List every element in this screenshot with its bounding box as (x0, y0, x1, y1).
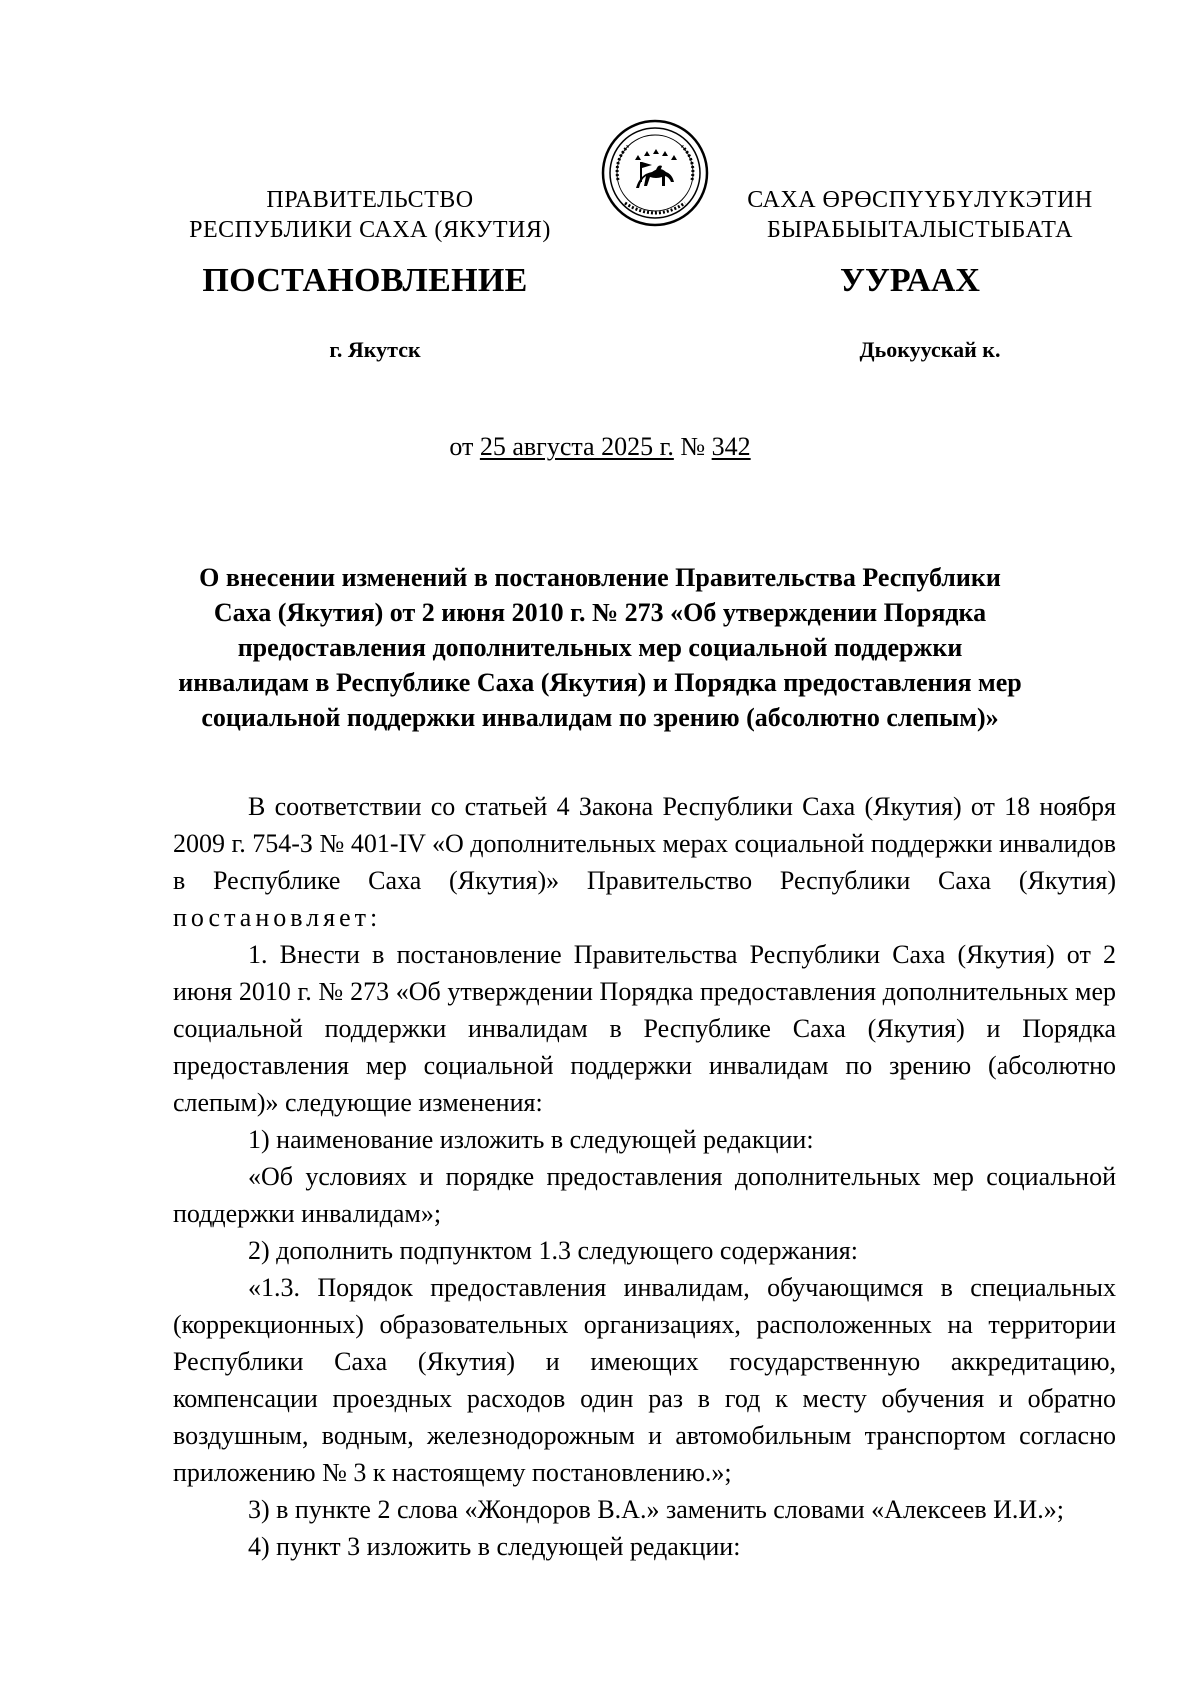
item-3: 3) в пункте 2 слова «Жондоров В.А.» заменить словами «Алексеев И.И.»; (248, 1495, 1064, 1524)
item-1-text: «Об условиях и порядке предоставления дополнительных мер социальной поддержки инвалидам»; (173, 1162, 1116, 1228)
decree-word: постановляет: (173, 903, 382, 932)
item-2-text: «1.3. Порядок предоставления инвалидам, обучающимся в специальных (коррекционных) образовательных организациях, расположенных на территории Республики Саха (Якутия) и имеющих государственную аккредитацию, компенсации проездных расходов один раз в год к месту обучения и обратно воздушным, водным, железнодорожным и автомобильным транспортом согласно приложению № 3 к настоящему постановлению.»; (173, 1273, 1116, 1487)
item-1: 1) наименование изложить в следующей редакции: (248, 1125, 814, 1154)
doc-type-title-sah: УУРААХ (840, 262, 980, 299)
header-right (720, 185, 1120, 245)
paragraph-1: 1. Внести в постановление Правительства Республики Саха (Якутия) от 2 июня 2010 г. № 273 «Об утверждении Порядка предоставления дополнительных мер социальной поддержки инвалидам в Республике Саха (Якутия) и Порядка предоставления мер социальной поддержки инвалидам по зрению (абсолютно слепым)» следующие изменения: (173, 940, 1116, 1117)
header-left (160, 185, 580, 245)
header-left-line2: РЕСПУБЛИКИ САХА (ЯКУТИЯ) (189, 217, 551, 243)
header-left-line1: ПРАВИТЕЛЬСТВО (266, 187, 474, 213)
coat-of-arms-icon (600, 118, 710, 228)
number-sign: № (680, 432, 706, 461)
doc-type-title-ru: ПОСТАНОВЛЕНИЕ (202, 262, 528, 299)
document-body (173, 788, 1116, 1565)
date-value: 25 августа 2025 г. (479, 432, 674, 461)
date-prefix: от (449, 432, 474, 461)
subject-heading: О внесении изменений в постановление Правительства Республики Саха (Якутия) от 2 июня 2010 г. № 273 «Об утверждении Порядка предоставления дополнительных мер социальной поддержки инвалидам в Республике Саха (Якутия) и Порядка предоставления мер социальной поддержки инвалидам по зрению (абсолютно слепым)» (178, 563, 1022, 732)
header-right-line1: САХА ӨРӨСПҮҮБҮЛҮКЭТИН (747, 187, 1093, 213)
decree-number: 342 (711, 432, 751, 461)
date-line (160, 432, 1040, 462)
item-2: 2) дополнить подпунктом 1.3 следующего содержания: (248, 1236, 858, 1265)
city-ru: г. Якутск (329, 337, 421, 362)
preamble-text: В соответствии со статьей 4 Закона Республики Саха (Якутия) от 18 ноября 2009 г. 754-З № 401-IV «О дополнительных мерах социальной поддержки инвалидов в Республике Саха (Якутия)» Правительство Республики Саха (Якутия) (173, 792, 1116, 895)
item-4: 4) пункт 3 изложить в следующей редакции: (248, 1532, 741, 1561)
header-right-line2: БЫРАБЫЫТАЛЫСТЫБАТА (766, 217, 1074, 243)
city-sah: Дьокуускай к. (859, 337, 1001, 362)
preamble-paragraph (173, 788, 1116, 936)
